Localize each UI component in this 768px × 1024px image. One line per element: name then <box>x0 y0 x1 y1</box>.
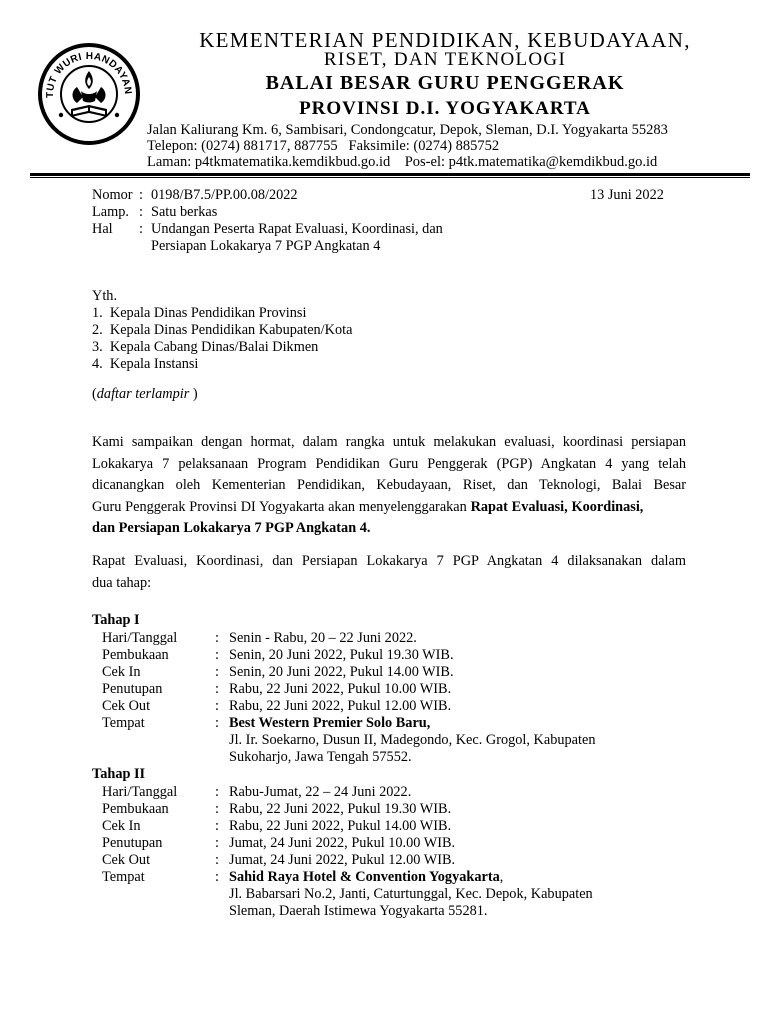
institution-province: PROVINSI D.I. YOGYAKARTA <box>299 98 591 119</box>
letter-meta <box>0 187 768 254</box>
venue-address-line1: Jl. Ir. Soekarno, Dusun II, Madegondo, Kec. Grogol, Kabupaten <box>229 732 596 748</box>
schedule-label: Penutupan <box>102 835 163 851</box>
web-line: Laman: p4tkmatematika.kemdikbud.go.id Pos-el: p4tk.matematika@kemdikbud.go.id <box>147 154 658 170</box>
schedule-value: Rabu, 22 Juni 2022, Pukul 10.00 WIB. <box>229 681 452 697</box>
paragraph-text: Guru Penggerak Provinsi DI Yogyakarta akan menyelenggarakan <box>92 498 471 515</box>
venue-address-line2: Sleman, Daerah Istimewa Yogyakarta 55281. <box>229 903 488 919</box>
schedule-value: Jumat, 24 Juni 2022, Pukul 12.00 WIB. <box>229 852 456 868</box>
letter-date: 13 Juni 2022 <box>590 187 664 203</box>
venue-address-line1: Jl. Babarsari No.2, Janti, Caturtunggal, Kec. Depok, Kabupaten <box>229 886 593 902</box>
schedule-colon: : <box>215 698 219 714</box>
recipient-greeting: Yth. <box>92 288 118 304</box>
schedule-label: Cek Out <box>102 698 151 714</box>
schedule-colon: : <box>215 869 219 885</box>
recipient-item: 2. Kepala Dinas Pendidikan Kabupaten/Kota <box>92 322 353 338</box>
logo-motto: TUT WURI HANDAYAN <box>44 50 134 99</box>
body-paragraph-1 <box>92 432 686 540</box>
letterhead-contact <box>147 122 668 170</box>
letterhead-rule-thin <box>30 177 750 178</box>
schedule-label: Pembukaan <box>102 801 169 817</box>
schedule-colon: : <box>215 784 219 800</box>
schedule-colon: : <box>215 715 219 731</box>
schedule-colon: : <box>215 852 219 868</box>
lamp-label: Lamp. <box>92 204 129 220</box>
venue-label: Tempat <box>102 715 145 731</box>
schedule-label: Penutupan <box>102 681 163 697</box>
schedule-value: Rabu, 22 Juni 2022, Pukul 12.00 WIB. <box>229 698 452 714</box>
schedule-value: Jumat, 24 Juni 2022, Pukul 10.00 WIB. <box>229 835 456 851</box>
venue-name-line <box>229 869 503 886</box>
paragraph-line <box>92 518 686 540</box>
schedule-label: Pembukaan <box>102 647 169 663</box>
letterhead-rule-thick <box>30 173 750 176</box>
schedule-label: Hari/Tanggal <box>102 784 178 800</box>
schedule-label: Cek Out <box>102 852 151 868</box>
nomor-colon: : <box>139 187 143 203</box>
hal-value-line2: Persiapan Lokakarya 7 PGP Angkatan 4 <box>151 238 381 254</box>
tut-wuri-handayani-logo <box>33 37 143 147</box>
schedule-colon: : <box>215 664 219 680</box>
venue-name-suffix: , <box>499 869 504 885</box>
paragraph-line: dua tahap: <box>92 574 152 591</box>
institution-name: BALAI BESAR GURU PENGGERAK <box>265 72 625 94</box>
note-close-paren: ) <box>189 386 198 402</box>
schedule-value: Senin, 20 Juni 2022, Pukul 19.30 WIB. <box>229 647 454 663</box>
nomor-value: 0198/B7.5/PP.00.08/2022 <box>151 187 298 203</box>
schedule-label: Cek In <box>102 664 141 680</box>
body-paragraph-2 <box>92 551 686 594</box>
schedule-value: Rabu-Jumat, 22 – 24 Juni 2022. <box>229 784 412 800</box>
schedule-colon: : <box>215 801 219 817</box>
note-text: daftar terlampir <box>96 386 190 402</box>
venue-address-line2: Sukoharjo, Jawa Tengah 57552. <box>229 749 412 765</box>
venue-label: Tempat <box>102 869 145 885</box>
hal-value-line1: Undangan Peserta Rapat Evaluasi, Koordinasi, dan <box>151 221 443 237</box>
lamp-colon: : <box>139 204 143 220</box>
schedule-label: Cek In <box>102 818 141 834</box>
schedule-colon: : <box>215 681 219 697</box>
schedule-colon: : <box>215 818 219 834</box>
paragraph-line: Rapat Evaluasi, Koordinasi, dan Persiapan Lokakarya 7 PGP Angkatan 4 dilaksanakan dalam <box>92 553 686 569</box>
nomor-label: Nomor <box>92 187 133 203</box>
schedule-colon: : <box>215 630 219 646</box>
schedule-value: Rabu, 22 Juni 2022, Pukul 19.30 WIB. <box>229 801 452 817</box>
schedule-value: Senin, 20 Juni 2022, Pukul 14.00 WIB. <box>229 664 454 680</box>
venue-name: Sahid Raya Hotel & Convention Yogyakarta <box>229 869 500 885</box>
recipient-item: 4. Kepala Instansi <box>92 356 199 372</box>
schedule-colon: : <box>215 835 219 851</box>
recipient-note <box>92 386 198 403</box>
hal-colon: : <box>139 221 143 237</box>
hal-label: Hal <box>92 221 113 237</box>
schedule-colon: : <box>215 647 219 663</box>
paragraph-line: Kami sampaikan dengan hormat, dalam rangka untuk melakukan evaluasi, koordinasi persiapan <box>92 434 686 450</box>
paragraph-line: Lokakarya 7 pelaksanaan Program Pendidikan Guru Penggerak (PGP) Angkatan 4 yang telah <box>92 455 686 472</box>
schedule-label: Hari/Tanggal <box>102 630 178 646</box>
schedule-value: Rabu, 22 Juni 2022, Pukul 14.00 WIB. <box>229 818 452 834</box>
schedule-stage-1 <box>0 612 768 765</box>
recipient-item: 3. Kepala Cabang Dinas/Balai Dikmen <box>92 339 319 355</box>
address-line: Jalan Kaliurang Km. 6, Sambisari, Condongcatur, Depok, Sleman, D.I. Yogyakarta 55283 <box>147 122 668 138</box>
paragraph-line <box>92 497 686 519</box>
schedule-stage-2 <box>0 766 768 921</box>
phone-line: Telepon: (0274) 881717, 887755 Faksimile: (0274) 885752 <box>147 138 500 154</box>
recipient-item: 1. Kepala Dinas Pendidikan Provinsi <box>92 305 307 321</box>
event-name-bold-cont: dan Persiapan Lokakarya 7 PGP Angkatan 4. <box>92 520 371 536</box>
event-name-bold: Rapat Evaluasi, Koordinasi, <box>470 498 644 515</box>
ministry-name-line1: KEMENTERIAN PENDIDIKAN, KEBUDAYAAN, <box>199 28 691 52</box>
note-open-paren: ( <box>92 386 97 402</box>
stage-title: Tahap I <box>92 612 140 628</box>
paragraph-line: dicanangkan oleh Kementerian Pendidikan, Kebudayaan, Riset, dan Teknologi, Balai Besar <box>92 477 686 493</box>
venue-name: Best Western Premier Solo Baru, <box>229 715 431 731</box>
lamp-value: Satu berkas <box>151 204 218 220</box>
ministry-name-line2: RISET, DAN TEKNOLOGI <box>323 49 567 70</box>
schedule-value: Senin - Rabu, 20 – 22 Juni 2022. <box>229 630 417 646</box>
stage-title: Tahap II <box>92 766 146 782</box>
